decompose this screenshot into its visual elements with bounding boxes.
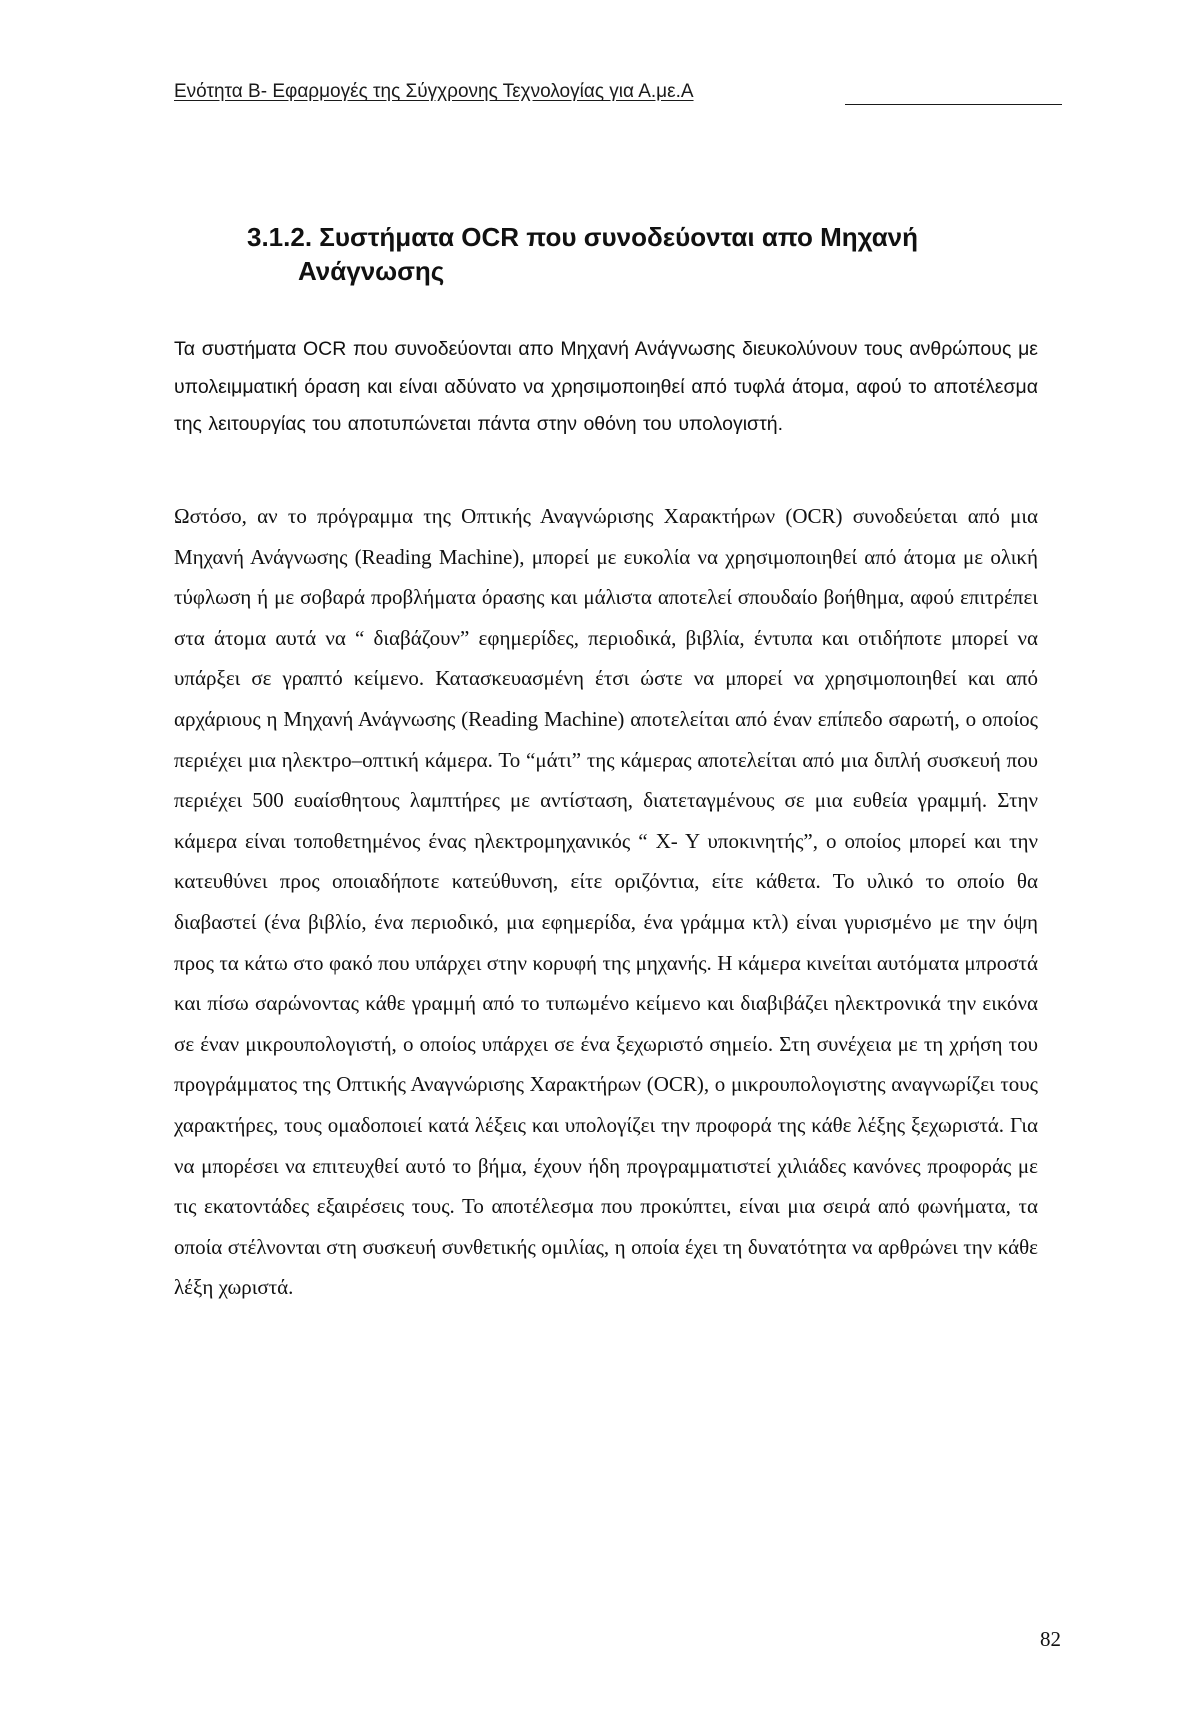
section-number: 3.1.2. xyxy=(247,222,313,252)
running-header xyxy=(174,80,1062,104)
page-number: 82 xyxy=(1040,1627,1061,1651)
running-header-text: Ενότητα Β- Εφαρμογές της Σύγχρονης Τεχνολογίας για Α.με.Α xyxy=(174,81,694,102)
section-heading xyxy=(247,220,1007,288)
header-rule xyxy=(845,104,1062,105)
section-title-line2: Ανάγνωσης xyxy=(298,256,445,286)
section-title-line1: Συστήματα OCR που συνοδεύονται απο Μηχανή xyxy=(319,222,919,252)
paragraph-intro: Τα συστήματα OCR που συνοδεύονται απο Μηχανή Ανάγνωσης διευκολύνουν τους ανθρώπους με υπολειμματική όραση και είναι αδύνατο να χρησιμοποιηθεί από τυφλά άτομα, αφού το αποτέλεσμα της λειτουργίας του αποτυπώνεται πάντα στην οθόνη του υπολογιστή. xyxy=(174,338,1038,435)
paragraph-main: Ωστόσο, αν το πρόγραμμα της Οπτικής Αναγνώρισης Χαρακτήρων (OCR) συνοδεύεται από μια Μηχανή Ανάγνωσης (Reading Machine), μπορεί με ευκολία να χρησιμοποιηθεί από άτομα με ολική τύφλωση ή με σοβαρά προβλήματα όρασης και μάλιστα αποτελεί σπουδαίο βοήθημα, αφού επιτρέπει στα άτομα αυτά να “ διαβάζουν” εφημερίδες, περιοδικά, βιβλία, έντυπα και οτιδήποτε μπορεί να υπάρξει σε γραπτό κείμενο. Κατασκευασμένη έτσι ώστε να μπορεί να χρησιμοποιηθεί και από αρχάριους η Μηχανή Ανάγνωσης (Reading Machine) αποτελείται από έναν επίπεδο σαρωτή, ο οποίος περιέχει μια ηλεκτρο–οπτική κάμερα. Το “μάτι” της κάμερας αποτελείται από μια διπλή συσκευή που περιέχει 500 ευαίσθητους λαμπτήρες με αντίσταση, διατεταγμένους σε μια ευθεία γραμμή. Στην κάμερα είναι τοποθετημένος ένας ηλεκτρομηχανικός “ X- Y υποκινητής”, ο οποίος μπορεί και την κατευθύνει προς οποιαδήποτε κατεύθυνση, είτε οριζόντια, είτε κάθετα. Το υλικό το οποίο θα διαβαστεί (ένα βιβλίο, ένα περιοδικό, μια εφημερίδα, ένα γράμμα κτλ) είναι γυρισμένο με την όψη προς τα κάτω στο φακό που υπάρχει στην κορυφή της μηχανής. Η κάμερα κινείται αυτόματα μπροστά και πίσω σαρώνοντας κάθε γραμμή από το τυπωμένο κείμενο και διαβιβάζει ηλεκτρονικά την εικόνα σε έναν μικρουπολογιστή, ο οποίος υπάρχει σε ένα ξεχωριστό σημείο. Στη συνέχεια με τη χρήση του προγράμματος της Οπτικής Αναγνώρισης Χαρακτήρων (OCR), ο μικρουπολογιστης αναγνωρίζει τους χαρακτήρες, τους ομαδοποιεί κατά λέξεις και υπολογίζει την προφορά της κάθε λέξης ξεχωριστά. Για να μπορέσει να επιτευχθεί αυτό το βήμα, έχουν ήδη προγραμματιστεί χιλιάδες κανόνες προφοράς με τις εκατοντάδες εξαιρέσεις τους. Το αποτέλεσμα που προκύπτει, είναι μια σειρά από φωνήματα, τα οποία στέλνονται στη συσκευή συνθετικής ομιλίας, η οποία έχει τη δυνατότητα να αρθρώνει την κάθε λέξη χωριστά. xyxy=(174,504,1038,1300)
